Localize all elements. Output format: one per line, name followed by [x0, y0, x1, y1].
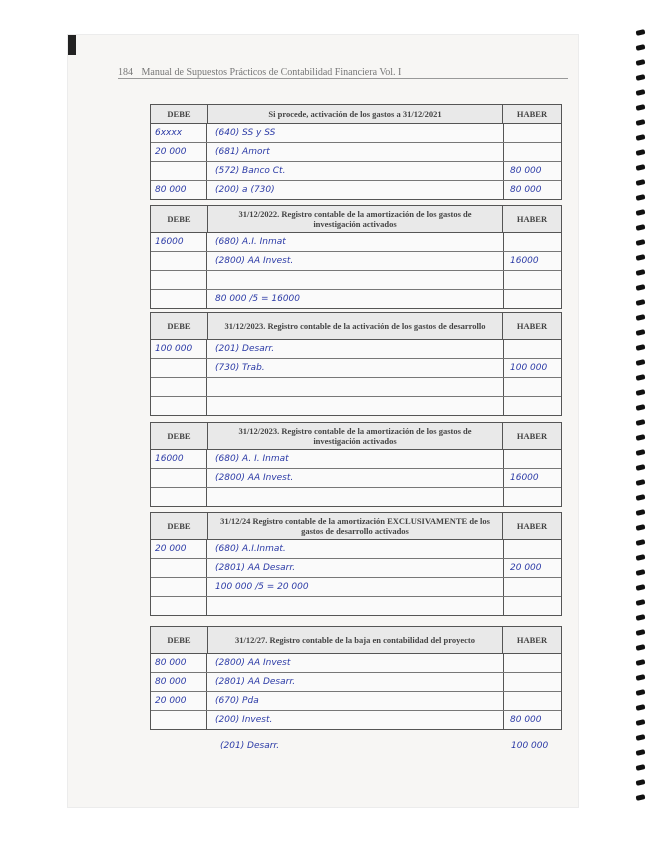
debe-cell — [151, 559, 207, 577]
trailing-concepto: (201) Desarr. — [220, 741, 280, 751]
spiral-ring — [636, 629, 646, 636]
spiral-ring — [636, 704, 646, 711]
journal-table — [150, 205, 562, 309]
haber-cell — [503, 654, 561, 672]
debe-cell — [151, 597, 207, 615]
table-row — [151, 271, 561, 290]
spiral-ring — [636, 644, 646, 651]
concepto-cell: (2801) AA Desarr. — [215, 677, 296, 687]
spiral-ring — [636, 794, 646, 801]
concepto-cell — [207, 378, 503, 396]
spiral-ring — [636, 764, 646, 771]
concepto-cell: (681) Amort — [215, 147, 270, 157]
table-row — [151, 162, 561, 181]
spiral-ring — [636, 494, 646, 501]
spiral-ring — [636, 239, 646, 246]
haber-header: HABER — [502, 627, 561, 653]
spiral-ring — [636, 29, 646, 36]
concepto-cell: (2800) AA Invest. — [215, 256, 294, 266]
concepto-cell: 100 000 /5 = 20 000 — [215, 582, 309, 592]
haber-cell: 100 000 — [503, 359, 561, 377]
haber-header: HABER — [502, 313, 561, 339]
spiral-ring — [636, 659, 646, 666]
spiral-ring — [636, 599, 646, 606]
spiral-ring — [636, 719, 646, 726]
debe-header: DEBE — [151, 627, 208, 653]
spiral-ring — [636, 749, 646, 756]
spiral-ring — [636, 284, 646, 291]
spiral-ring — [636, 104, 646, 111]
concepto-cell: (200) Invest. — [215, 715, 273, 725]
debe-cell: 16000 — [151, 233, 207, 251]
spiral-ring — [636, 479, 646, 486]
spiral-ring — [636, 119, 646, 126]
spiral-ring — [636, 299, 646, 306]
haber-cell — [503, 578, 561, 596]
concepto-cell: (200) a (730) — [215, 185, 275, 195]
journal-table — [150, 422, 562, 507]
table-title: 31/12/24 Registro contable de la amortización EXCLUSIVAMENTE de los gastos de desarrollo activados — [220, 515, 490, 536]
spiral-ring — [636, 359, 646, 366]
table-header — [151, 513, 561, 540]
debe-cell: 20 000 — [151, 143, 207, 161]
debe-cell: 80 000 — [151, 181, 207, 199]
spiral-ring — [636, 389, 646, 396]
concepto-cell: (2800) AA Invest — [215, 658, 291, 668]
table-row — [151, 397, 561, 415]
concepto-cell — [207, 488, 503, 506]
debe-cell — [151, 397, 207, 415]
haber-cell — [503, 290, 561, 308]
header-rule — [118, 78, 568, 79]
spiral-ring — [636, 164, 646, 171]
spiral-ring — [636, 374, 646, 381]
debe-cell: 20 000 — [151, 540, 207, 558]
debe-cell — [151, 252, 207, 270]
table-title: 31/12/2023. Registro contable de la amortización de los gastos de investigación activados — [238, 425, 472, 446]
debe-header: DEBE — [151, 206, 208, 232]
table-title: 31/12/2022. Registro contable de la amortización de los gastos de investigación activados — [238, 208, 472, 229]
concepto-cell: (2801) AA Desarr. — [215, 563, 296, 573]
spiral-ring — [636, 554, 646, 561]
debe-cell: 80 000 — [151, 654, 207, 672]
haber-cell — [503, 233, 561, 251]
haber-header: HABER — [502, 206, 561, 232]
spiral-ring — [636, 404, 646, 411]
trailing-haber: 100 000 — [511, 741, 549, 751]
table-row — [151, 378, 561, 397]
spiral-ring — [636, 584, 646, 591]
table-row — [151, 540, 561, 559]
table-title: Si procede, activación de los gastos a 31/12/2021 — [268, 108, 442, 119]
spiral-ring — [636, 314, 646, 321]
table-row — [151, 654, 561, 673]
haber-cell — [503, 143, 561, 161]
spiral-ring — [636, 179, 646, 186]
table-row — [151, 597, 561, 615]
haber-cell — [503, 397, 561, 415]
haber-cell: 16000 — [503, 469, 561, 487]
table-row — [151, 450, 561, 469]
debe-cell — [151, 359, 207, 377]
concepto-cell: (680) A.I.Inmat. — [215, 544, 286, 554]
table-header — [151, 627, 561, 654]
book-title: Manual de Supuestos Prácticos de Contabilidad Financiera Vol. I — [141, 67, 402, 78]
haber-cell: 80 000 — [503, 162, 561, 180]
debe-cell — [151, 578, 207, 596]
journal-table — [150, 312, 562, 416]
spiral-ring — [636, 194, 646, 201]
spiral-ring — [636, 569, 646, 576]
debe-cell: 20 000 — [151, 692, 207, 710]
table-row — [151, 488, 561, 506]
table-row — [151, 233, 561, 252]
table-title: 31/12/27. Registro contable de la baja en contabilidad del proyecto — [234, 634, 476, 645]
page-header — [118, 67, 568, 78]
journal-table — [150, 104, 562, 200]
debe-cell — [151, 469, 207, 487]
page-number: 184 — [118, 67, 133, 78]
table-header — [151, 423, 561, 450]
concepto-cell — [207, 597, 503, 615]
spiral-ring — [636, 224, 646, 231]
table-row — [151, 359, 561, 378]
debe-header: DEBE — [151, 513, 208, 539]
spiral-ring — [636, 674, 646, 681]
debe-cell — [151, 488, 207, 506]
debe-cell — [151, 711, 207, 729]
spiral-ring — [636, 254, 646, 261]
concepto-cell: 80 000 /5 = 16000 — [215, 294, 301, 304]
spiral-ring — [636, 434, 646, 441]
spiral-ring — [636, 344, 646, 351]
table-row — [151, 469, 561, 488]
spiral-ring — [636, 524, 646, 531]
spiral-ring — [636, 419, 646, 426]
haber-cell — [503, 378, 561, 396]
journal-table — [150, 626, 562, 730]
table-row — [151, 673, 561, 692]
spiral-ring — [636, 329, 646, 336]
spiral-ring — [636, 539, 646, 546]
spiral-ring — [636, 464, 646, 471]
haber-cell: 80 000 — [503, 181, 561, 199]
spiral-ring — [636, 44, 646, 51]
spiral-ring — [636, 269, 646, 276]
haber-cell: 16000 — [503, 252, 561, 270]
table-row — [151, 578, 561, 597]
table-row — [151, 711, 561, 729]
debe-cell — [151, 271, 207, 289]
table-row — [151, 181, 561, 199]
table-row — [151, 692, 561, 711]
concepto-cell: (201) Desarr. — [215, 344, 275, 354]
haber-cell: 80 000 — [503, 711, 561, 729]
spiral-ring — [636, 779, 646, 786]
haber-header: HABER — [502, 513, 561, 539]
table-row — [151, 143, 561, 162]
spiral-ring — [636, 74, 646, 81]
haber-cell — [503, 271, 561, 289]
concepto-cell — [207, 271, 503, 289]
spiral-ring — [636, 509, 646, 516]
table-header — [151, 313, 561, 340]
table-row — [151, 559, 561, 578]
debe-cell: 80 000 — [151, 673, 207, 691]
spiral-ring — [636, 734, 646, 741]
concepto-cell: (640) SS y SS — [215, 128, 276, 138]
haber-cell — [503, 450, 561, 468]
concepto-cell: (670) Pda — [215, 696, 259, 706]
table-row — [151, 290, 561, 308]
page-binding-mark — [68, 35, 76, 55]
haber-header: HABER — [502, 105, 561, 123]
debe-cell — [151, 162, 207, 180]
spiral-ring — [636, 689, 646, 696]
haber-cell — [503, 340, 561, 358]
table-header — [151, 105, 561, 124]
spiral-ring — [636, 209, 646, 216]
spiral-ring — [636, 449, 646, 456]
table-title: 31/12/2023. Registro contable de la activación de los gastos de desarrollo — [224, 320, 486, 331]
debe-header: DEBE — [151, 313, 208, 339]
table-row — [151, 124, 561, 143]
debe-cell — [151, 290, 207, 308]
debe-cell — [151, 378, 207, 396]
spiral-ring — [636, 59, 646, 66]
table-row — [151, 252, 561, 271]
haber-cell — [503, 124, 561, 142]
haber-cell: 20 000 — [503, 559, 561, 577]
debe-header: DEBE — [151, 423, 208, 449]
concepto-cell — [207, 397, 503, 415]
spiral-ring — [636, 134, 646, 141]
haber-cell — [503, 540, 561, 558]
haber-cell — [503, 673, 561, 691]
haber-cell — [503, 692, 561, 710]
haber-cell — [503, 488, 561, 506]
haber-cell — [503, 597, 561, 615]
spiral-ring — [636, 89, 646, 96]
concepto-cell: (730) Trab. — [215, 363, 265, 373]
concepto-cell: (2800) AA Invest. — [215, 473, 294, 483]
concepto-cell: (572) Banco Ct. — [215, 166, 286, 176]
spiral-ring — [636, 149, 646, 156]
debe-cell: 6xxxx — [151, 124, 207, 142]
haber-header: HABER — [502, 423, 561, 449]
debe-cell: 16000 — [151, 450, 207, 468]
journal-table — [150, 512, 562, 616]
spiral-ring — [636, 614, 646, 621]
debe-header: DEBE — [151, 105, 208, 123]
spiral-binding — [627, 30, 655, 810]
concepto-cell: (680) A.I. Inmat — [215, 237, 286, 247]
table-row — [151, 340, 561, 359]
table-header — [151, 206, 561, 233]
concepto-cell: (680) A. I. Inmat — [215, 454, 289, 464]
debe-cell: 100 000 — [151, 340, 207, 358]
